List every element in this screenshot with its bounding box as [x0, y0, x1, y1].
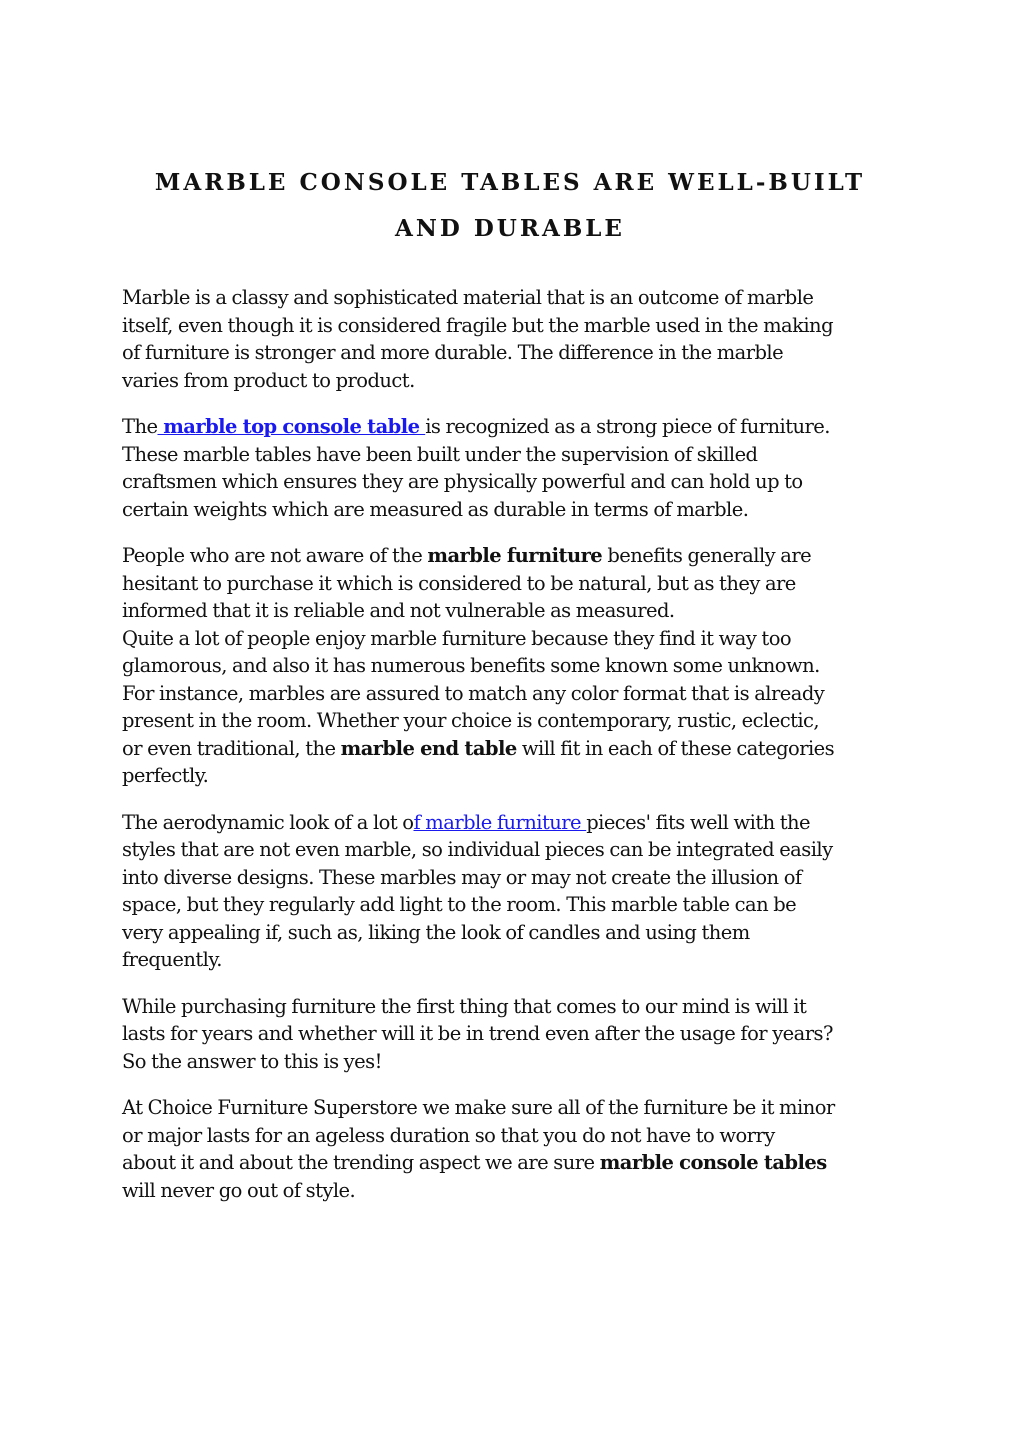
text-line: craftsmen which ensures they are physically powerful and can hold up to [122, 470, 803, 493]
text-line [122, 809, 922, 837]
text-line: For instance, marbles are assured to match any color format that is already [122, 681, 825, 705]
text-line: glamorous, and also it has numerous benefits some known some unknown. [122, 654, 820, 677]
marble-top-console-table-link[interactable]: marble top console table [157, 415, 426, 438]
paragraph-benefits [122, 542, 922, 790]
page-title [120, 160, 900, 252]
bold-term-marble-console-tables: marble console tables [599, 1151, 827, 1174]
text-run: about it and about the trending aspect we are sure [122, 1151, 600, 1174]
page-title-line-1: MARBLE CONSOLE TABLES ARE WELL-BUILT [154, 169, 866, 196]
text-line: At Choice Furniture Superstore we make sure all of the furniture be it minor [122, 1096, 835, 1119]
paragraph-aerodynamic [122, 809, 922, 974]
text-run: The [122, 415, 158, 438]
text-line: very appealing if, such as, liking the look of candles and using them [122, 920, 750, 944]
text-line: present in the room. Whether your choice is contemporary, rustic, eclectic, [122, 709, 820, 732]
page-title-line-2: AND DURABLE [395, 215, 625, 242]
text-line: While purchasing furniture the first thing that comes to our mind is will it [122, 994, 807, 1018]
text-line: styles that are not even marble, so individual pieces can be integrated easily [122, 838, 833, 861]
text-line: These marble tables have been built under the supervision of skilled [122, 442, 758, 466]
text-run: The aerodynamic look of a lot o [122, 810, 414, 834]
text-run: will fit in each of these categories [516, 736, 835, 760]
text-line [122, 1149, 922, 1177]
text-line: perfectly. [122, 764, 209, 787]
text-line: space, but they regularly add light to the room. This marble table can be [122, 893, 797, 916]
text-line: informed that it is reliable and not vulnerable as measured. [122, 599, 675, 622]
paragraph-purchasing [122, 993, 922, 1076]
text-line: of furniture is stronger and more durable. The difference in the marble [122, 341, 784, 364]
text-line: hesitant to purchase it which is considered to be natural, but as they are [122, 571, 796, 595]
text-line [122, 413, 922, 441]
text-line: itself, even though it is considered fragile but the marble used in the making [122, 313, 833, 337]
text-line: So the answer to this is yes! [122, 1049, 382, 1073]
text-line: certain weights which are measured as durable in terms of marble. [122, 497, 749, 521]
text-line: varies from product to product. [122, 368, 415, 392]
text-line: into diverse designs. These marbles may or may not create the illusion of [122, 865, 802, 889]
text-run: benefits generally are [602, 544, 812, 567]
text-line [122, 542, 922, 570]
bold-term-marble-end-table: marble end table [340, 736, 517, 760]
text-run: pieces' fits well with the [586, 810, 811, 834]
text-line [122, 735, 922, 763]
text-line: Marble is a classy and sophisticated material that is an outcome of marble [122, 286, 814, 309]
paragraph-intro [122, 284, 922, 394]
bold-term-marble-furniture: marble furniture [427, 544, 603, 567]
text-run: is recognized as a strong piece of furniture. [425, 415, 830, 438]
text-line: frequently. [122, 948, 222, 971]
paragraph-console-table [122, 413, 922, 523]
text-line: or major lasts for an ageless duration so that you do not have to worry [122, 1123, 775, 1147]
text-line: Quite a lot of people enjoy marble furniture because they find it way too [122, 626, 792, 650]
paragraph-choice-furniture [122, 1094, 922, 1204]
text-line: will never go out of style. [122, 1178, 356, 1202]
article-body [122, 284, 922, 1223]
text-line: lasts for years and whether will it be in trend even after the usage for years? [122, 1022, 833, 1045]
marble-furniture-link[interactable]: f marble furniture [413, 810, 587, 834]
text-run: People who are not aware of the [122, 544, 428, 567]
text-run: or even traditional, the [122, 736, 341, 760]
